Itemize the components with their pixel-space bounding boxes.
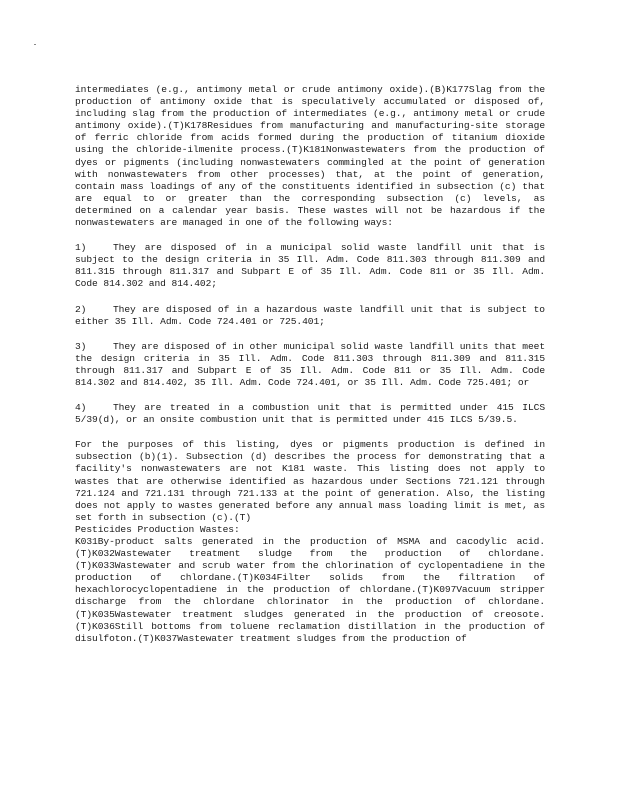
list-item-text: They are disposed of in a municipal solid waste landfill unit that is subject to the design criteria in 35 Ill. Adm. Code 811.303 through 811.309 and 811.315 through 811.317 and Subpart E of 35 Ill. Adm. Code 811 or 35 Ill. Adm. Code 814.302 and 814.402;: [75, 242, 545, 290]
pesticides-paragraph: K031By-product salts generated in the production of MSMA and cacodylic acid.(T)K032Wastewater treatment sludge from the production of chlordane.(T)K033Wastewater and scrub water from the chlorination of cyclopentadiene in the production of chlordane.(T)K034Filter solids from the filtration of hexachlorocyclopentadiene in the production of chlordane.(T)K097Vacuum stripper discharge from the chlordane chlorinator in the production of chlordane.(T)K035Wastewater treatment sludges generated in the production of creosote.(T)K036Still bottoms from toluene reclamation distillation in the production of disulfoton.(T)K037Wastewater treatment sludges from the production of: [75, 536, 545, 644]
scan-speck: [34, 44, 36, 45]
pesticides-heading: Pesticides Production Wastes:: [75, 523, 240, 535]
list-item-number: 4): [75, 402, 87, 414]
list-item-number: 1): [75, 242, 87, 254]
list-item-text: They are disposed of in other municipal solid waste landfill units that meet the design criteria in 35 Ill. Adm. Code 811.303 through 811.309 and 811.315 through 811.317 and Subpart E of 35 Ill. Adm. Code 811 or 35 Ill. Adm. Code 814.302 and 814.402, 35 Ill. Adm. Code 724.401, or 35 Ill. Adm. Code 725.401; or: [75, 340, 545, 388]
list-item-number: 2): [75, 303, 87, 315]
list-item-3: [75, 341, 545, 389]
list-item-text: They are treated in a combustion unit that is permitted under 415 ILCS 5/39(d), or an onsite combustion unit that is permitted under 415 ILCS 5/39.5.: [75, 402, 545, 426]
list-item-text: They are disposed of in a hazardous waste landfill unit that is subject to either 35 Ill. Adm. Code 724.401 or 725.401;: [75, 303, 545, 327]
list-item-1: [75, 242, 545, 290]
list-item-2: [75, 304, 545, 328]
list-item-number: 3): [75, 340, 87, 352]
purposes-paragraph: For the purposes of this listing, dyes or pigments production is defined in subsection (b)(1). Subsection (d) describes the process for demonstrating that a facility's nonwastewaters are not K181 waste. This listing does not apply to wastes that are otherwise identified as hazardous under Sections 721.121 through 721.124 and 721.131 through 721.133 at the point of generation. Also, the listing does not apply to wastes generated before any annual mass loading limit is met, as set forth in subsection (c).(T): [75, 439, 545, 523]
intro-paragraph: intermediates (e.g., antimony metal or crude antimony oxide).(B)K177Slag from the production of antimony oxide that is speculatively accumulated or disposed of, including slag from the production of intermediates (e.g., antimony metal or crude antimony oxide).(T)K178Residues from manufacturing and manufacturing-site storage of ferric chloride from acids formed during the production of titanium dioxide using the chloride-ilmenite process.(T)K181Nonwastewaters from the production of dyes or pigments (including nonwastewaters commingled at the point of generation with nonwastewaters from other processes) that, at the point of generation, contain mass loadings of any of the constituents identified in subsection (c) that are equal to or greater than the corresponding subsection (c) levels, as determined on a calendar year basis. These wastes will not be hazardous if the nonwastewaters are managed in one of the following ways:: [75, 84, 545, 229]
document-body: [75, 84, 545, 645]
list-item-4: [75, 402, 545, 426]
